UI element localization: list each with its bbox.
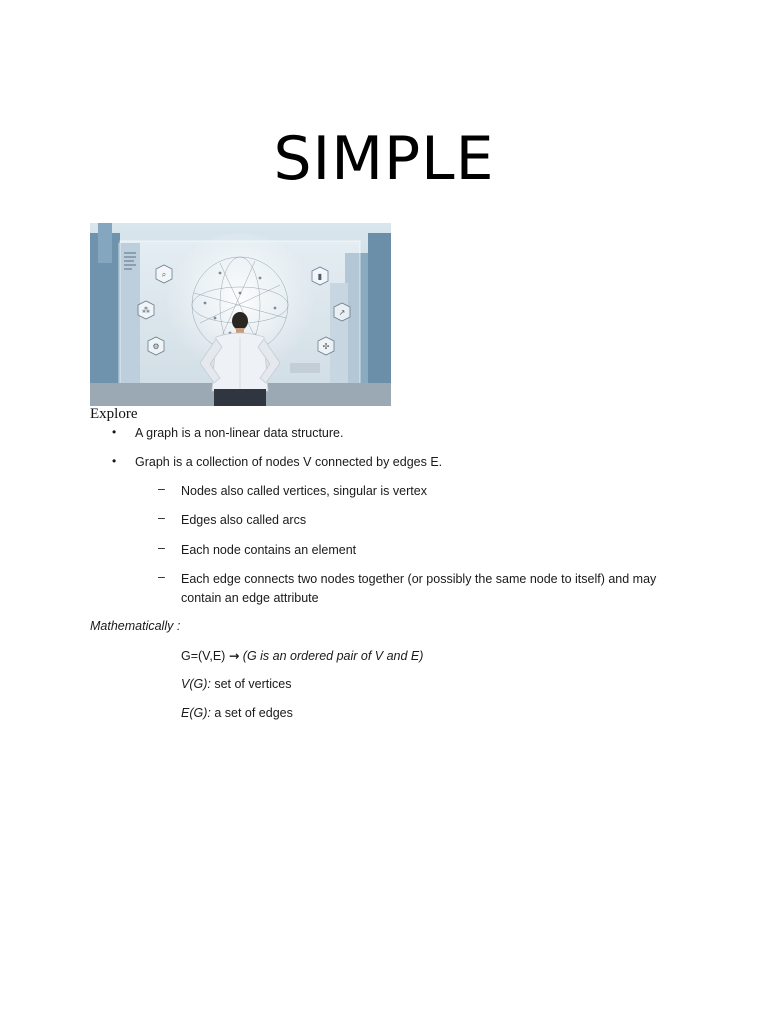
- vertices-definition: [181, 675, 291, 694]
- dash-marker: –: [158, 511, 165, 525]
- sub-bullet-item: Nodes also called vertices, singular is vertex: [181, 484, 427, 498]
- gears-icon: ⚙: [152, 342, 160, 351]
- definition-rhs: (G is an ordered pair of V and E): [239, 649, 424, 663]
- math-heading: Mathematically :: [90, 619, 181, 633]
- dash-marker: –: [158, 570, 165, 584]
- edges-text: a set of edges: [210, 706, 293, 720]
- bullet-marker: •: [112, 425, 117, 439]
- hero-image: [90, 223, 391, 406]
- search-icon: ⌕: [161, 270, 167, 279]
- vertices-label: V(G):: [181, 677, 211, 691]
- hub-icon: ✣: [322, 342, 330, 351]
- line-chart-icon: ↗: [338, 308, 346, 317]
- bullet-item: Graph is a collection of nodes V connected by edges E.: [135, 455, 443, 469]
- sub-bullet-item: Edges also called arcs: [181, 513, 307, 527]
- arrow-icon: →: [228, 648, 240, 663]
- bullet-item: A graph is a non-linear data structure.: [135, 426, 344, 440]
- image-caption: Explore: [90, 406, 138, 422]
- graph-definition: [181, 646, 423, 666]
- sub-bullet-item: Each edge connects two nodes together (or possibly the same node to itself) and may contain an edge attribute: [181, 572, 657, 605]
- sub-bullet-item: Each node contains an element: [181, 543, 357, 557]
- dash-marker: –: [158, 541, 165, 555]
- network-icon: ⁂: [142, 306, 150, 315]
- bar-chart-icon: ▮: [317, 272, 323, 281]
- dash-marker: –: [158, 482, 165, 496]
- edges-label: E(G):: [181, 706, 211, 720]
- edges-definition: [181, 704, 293, 723]
- vertices-text: set of vertices: [210, 677, 292, 691]
- definition-lhs: G=(V,E): [181, 649, 229, 663]
- page-title: SIMPLE: [273, 124, 495, 194]
- bullet-marker: •: [112, 454, 117, 468]
